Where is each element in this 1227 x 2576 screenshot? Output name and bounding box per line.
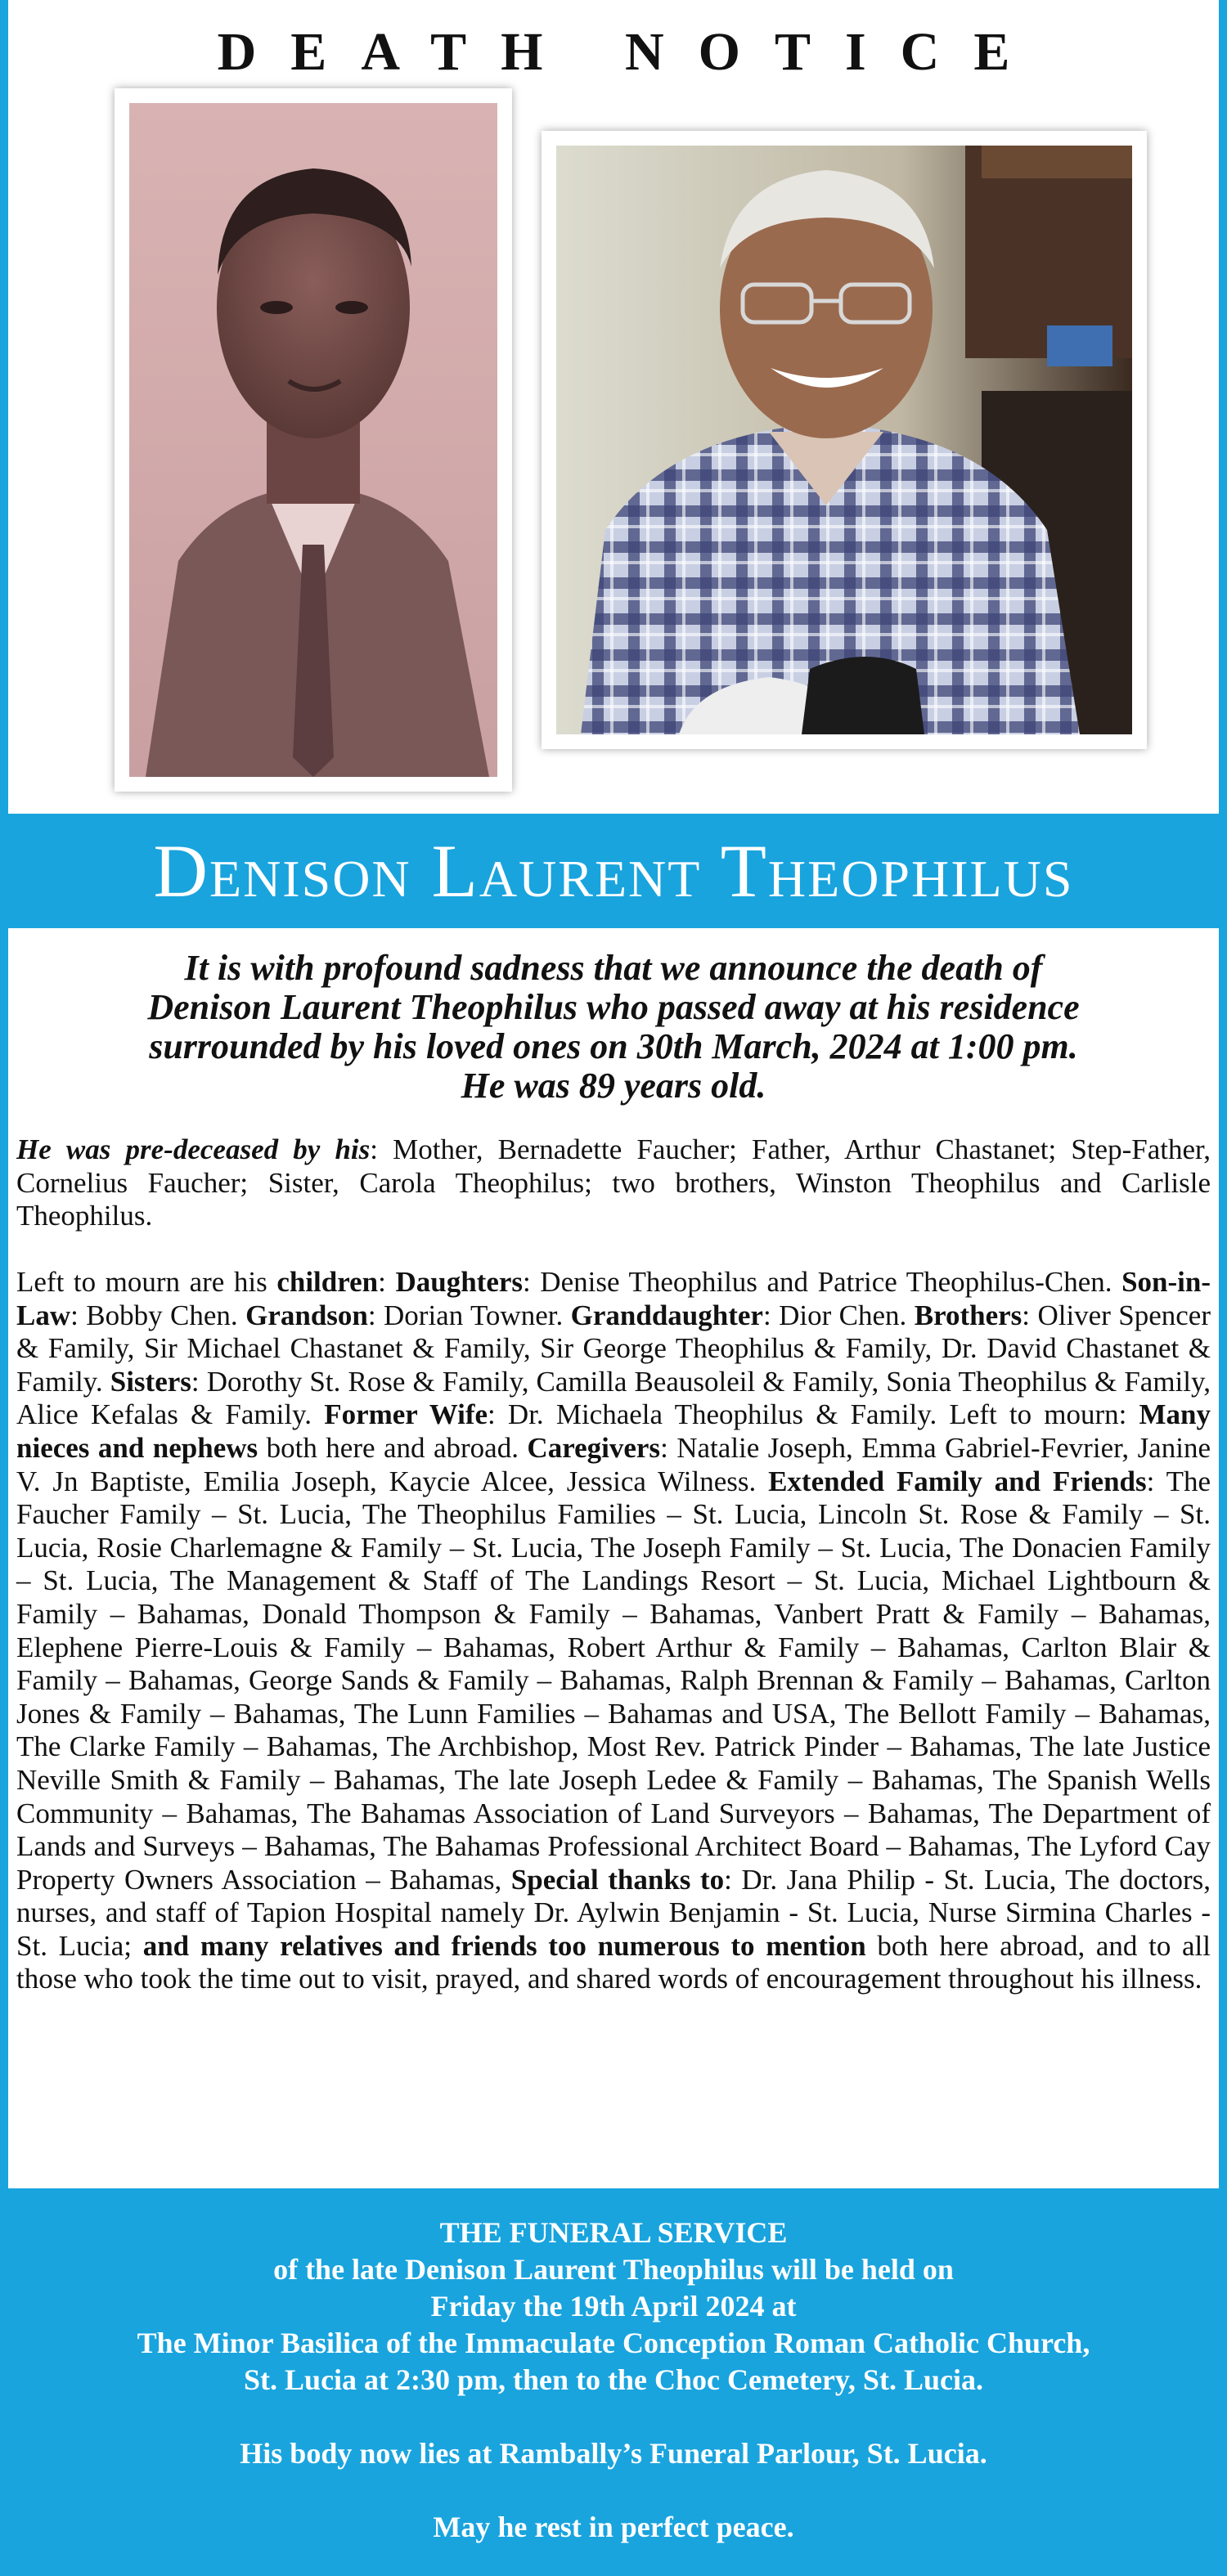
nieces-nephews-label: Many nieces and nephews [16, 1398, 1211, 1464]
spacer [0, 2472, 1227, 2509]
funeral-service-details [0, 2215, 1227, 2546]
grandson-label: Grandson [245, 1299, 368, 1331]
granddaughter-label: Granddaughter [570, 1299, 763, 1331]
intro-line: surrounded by his loved ones on 30th March, 2024 at 1:00 pm. [149, 1026, 1078, 1066]
service-date: Friday the 19th April 2024 at [430, 2290, 797, 2322]
intro-line: Denison Laurent Theophilus who passed away at his residence [147, 987, 1080, 1027]
intro-line: It is with profound sadness that we announce the death of [184, 948, 1043, 988]
spacer [0, 2399, 1227, 2435]
daughters-label: Daughters [395, 1266, 524, 1298]
portrait-young-frame [115, 88, 512, 792]
former-wife-text: : Dr. Michaela Theophilus & Family. Left to mourn: [488, 1398, 1139, 1431]
extended-family-label: Extended Family and Friends [768, 1465, 1147, 1497]
predeceased-text: : Mother, Bernadette Faucher; Father, Arthur Chastanet; Step-Father, Cornelius Faucher; Sister, Carola Theophilus; two brothers, Winston Theophilus and Carlisle Theophilus. [16, 1133, 1211, 1232]
special-thanks-text: : Dr. Jana Philip - St. Lucia, The doctors, nurses, and staff of Tapion Hospital namely Dr. Aylwin Benjamin - St. Lucia, Nurse Sirmina Charles - St. Lucia; [16, 1863, 1211, 1962]
mourn-text: : [378, 1266, 396, 1298]
portrait-elder-image [556, 146, 1132, 734]
announcement-intro [49, 949, 1178, 1106]
notice-title: DEATH NOTICE [217, 22, 1045, 82]
grandson-text: : Dorian Towner. [367, 1299, 571, 1331]
nieces-nephews-text: both here and abroad. [258, 1431, 528, 1464]
granddaughter-text: : Dior Chen. [762, 1299, 915, 1331]
predeceased-label: He was pre-deceased by his [16, 1133, 371, 1165]
daughters-text: : Denise Theophilus and Patrice Theophilus-Chen. [523, 1266, 1122, 1298]
body-location: His body now lies at Rambally’s Funeral Parlour, St. Lucia. [240, 2437, 987, 2470]
intro-line: He was 89 years old. [461, 1066, 766, 1106]
son-in-law-label: Son-in-Law [16, 1266, 1211, 1331]
relatives-label: and many relatives and friends too numerous to mention [142, 1929, 866, 1962]
portrait-elder-frame [542, 131, 1147, 749]
brothers-text: : Oliver Spencer & Family, Sir Michael Chastanet & Family, Sir George Theophilus & Family, Dr. David Chastanet & Family. [16, 1299, 1211, 1398]
service-venue-time: St. Lucia at 2:30 pm, then to the Choc Cemetery, St. Lucia. [244, 2363, 983, 2396]
special-thanks-label: Special thanks to [510, 1863, 725, 1896]
former-wife-label: Former Wife [324, 1398, 488, 1431]
portrait-young-photo [129, 103, 497, 777]
caregivers-text: : Natalie Joseph, Emma Gabriel-Fevrier, Janine V. Jn Baptiste, Emilia Joseph, Kaycie Alcee, Jessica Wilness. [16, 1431, 1211, 1497]
portrait-elder-photo [556, 146, 1132, 734]
service-venue: The Minor Basilica of the Immaculate Conception Roman Catholic Church, [137, 2327, 1090, 2359]
closing-text: both here abroad, and to all those who took the time out to visit, prayed, and shared words of encouragement throughout his illness. [16, 1929, 1211, 1995]
extended-family-text: : The Faucher Family – St. Lucia, The Theophilus Families – St. Lucia, Lincoln St. Rose & Family – St. Lucia, Rosie Charlemagne & Family – St. Lucia, The Joseph Family – St. Lucia, The Donacien Family – St. Lucia, The Management & Staff of The Landings Resort – St. Lucia, Michael Lightbourn & Family – Bahamas, Donald Thompson & Family – Bahamas, Vanbert Pratt & Family – Bahamas, Elephene Pierre-Louis & Family – Bahamas, Robert Arthur & Family – Bahamas, Carlton Blair & Family – Bahamas, George Sands & Family – Bahamas, Ralph Brennan & Family – Bahamas, Carlton Jones & Family – Bahamas, The Lunn Families – Bahamas and USA, The Bellott Family – Bahamas, The Clarke Family – Bahamas, The Archbishop, Most Rev. Patrick Pinder – Bahamas, The late Justice Neville Smith & Family – Bahamas, The late Joseph Ledee & Family – Bahamas, The Spanish Wells Community – Bahamas, The Bahamas Association of Land Surveyors – Bahamas, The Department of Lands and Surveys – Bahamas, The Bahamas Professional Architect Board – Bahamas, The Lyford Cay Property Owners Association – Bahamas, [16, 1465, 1211, 1896]
deceased-name: Denison Laurent Theophilus [153, 829, 1074, 913]
sisters-text: : Dorothy St. Rose & Family, Camilla Beausoleil & Family, Sonia Theophilus & Family, Alice Kefalas & Family. [16, 1365, 1211, 1431]
service-heading: THE FUNERAL SERVICE [439, 2216, 788, 2249]
brothers-label: Brothers [914, 1299, 1022, 1331]
mourn-text: Left to mourn are his [16, 1266, 277, 1298]
rest-in-peace: May he rest in perfect peace. [433, 2511, 794, 2543]
caregivers-label: Caregivers [527, 1431, 661, 1464]
portrait-young-image [129, 103, 497, 777]
mourners-paragraph [16, 1266, 1211, 1996]
son-in-law-text: : Bobby Chen. [70, 1299, 246, 1331]
service-line: of the late Denison Laurent Theophilus will be held on [273, 2253, 954, 2286]
children-label: children [276, 1266, 379, 1298]
sisters-label: Sisters [110, 1365, 191, 1398]
predeceased-paragraph [16, 1133, 1211, 1233]
